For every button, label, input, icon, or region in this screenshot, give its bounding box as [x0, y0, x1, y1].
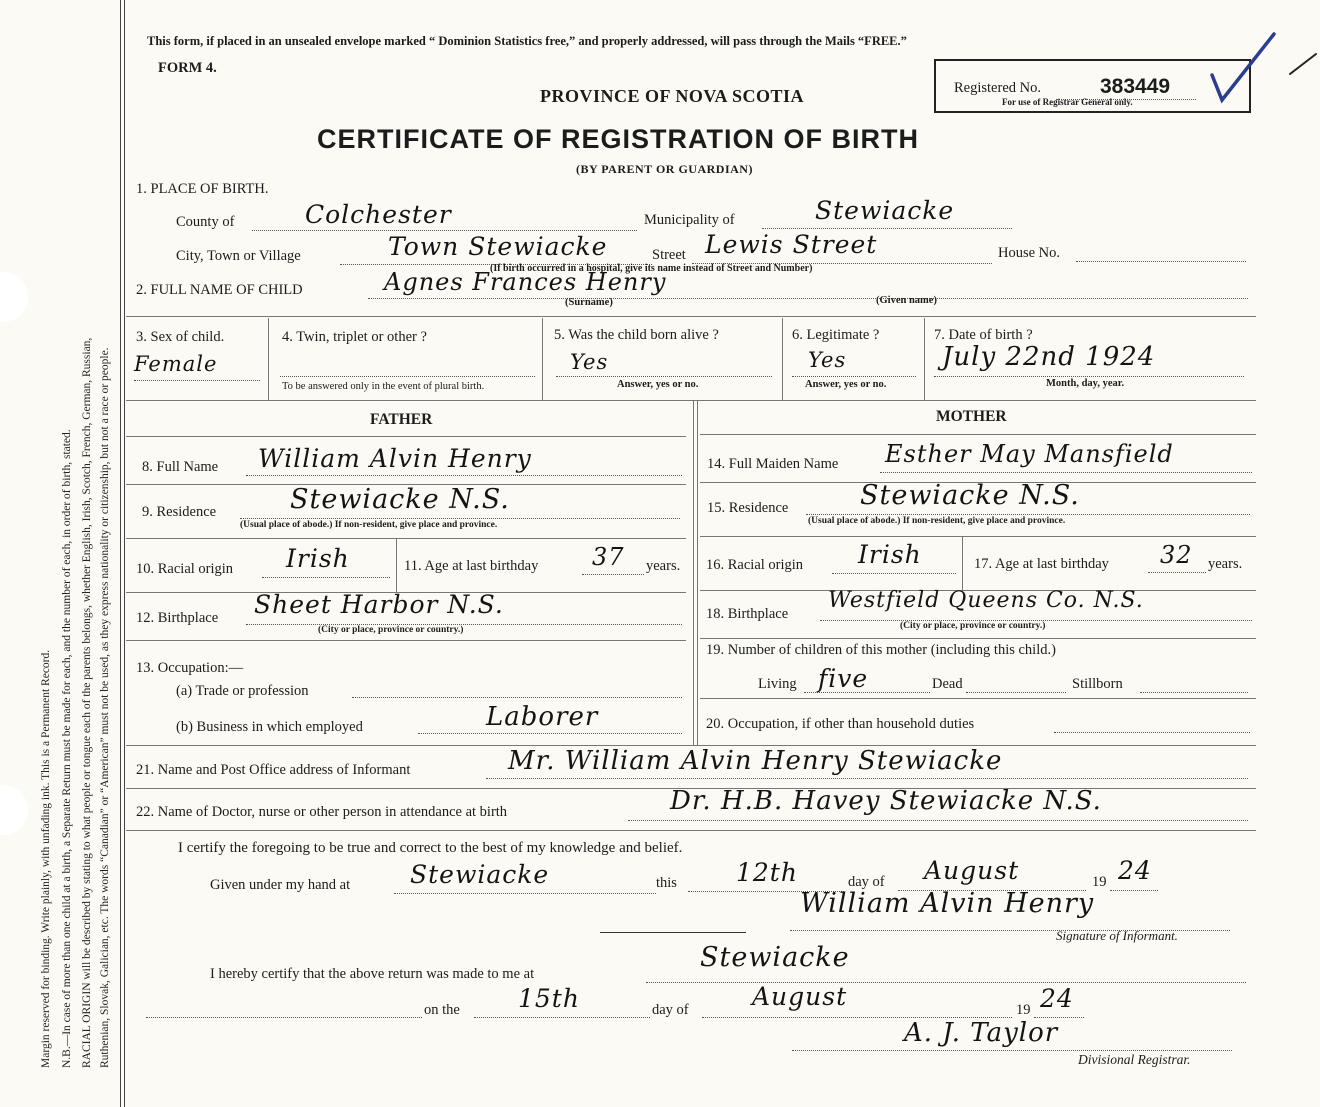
divider [700, 698, 1256, 699]
father-age-label: 11. Age at last birthday [404, 558, 539, 574]
legitimate-line [792, 376, 916, 377]
sidebar-line-1: Margin reserved for binding. Write plainly, with unfading ink. This is a Permanent Record. [40, 649, 52, 1068]
living-value: five [818, 664, 869, 693]
mother-race-line [832, 573, 956, 574]
mother-residence-line [806, 514, 1250, 515]
registrar-day-value: 15th [518, 984, 580, 1013]
sex-label: 3. Sex of child. [136, 329, 225, 345]
sidebar-line-3: RACIAL ORIGIN will be described by stating to what people or tongue each of the parents belongs, whether English, Irish, Scotch, French, German, Russian, [81, 337, 93, 1068]
registrar-note: For use of Registrar General only. [1002, 97, 1133, 107]
county-label: County of [176, 214, 235, 230]
county-line [252, 230, 637, 231]
certify-year-value: 24 [1118, 856, 1152, 885]
informant-signature-label: Signature of Informant. [1056, 928, 1178, 943]
sidebar-line-4: Ruthenian, Slovak, Galician, etc. The words “Canadian” or “American” must not be used, as they express nationality or citizenship, but not a race or people. [99, 347, 111, 1068]
occupation-label: 13. Occupation:— [136, 660, 244, 676]
given-place-value: Stewiacke [410, 860, 550, 889]
sex-line [134, 380, 260, 381]
father-name-value: William Alvin Henry [258, 444, 532, 473]
certify-day-value: 12th [736, 858, 798, 887]
mother-residence-value: Stewiacke N.S. [860, 480, 1080, 511]
column-divider [697, 400, 698, 745]
page-subtitle: (BY PARENT OR GUARDIAN) [576, 162, 753, 176]
dob-line [934, 376, 1244, 377]
mother-birthplace-value: Westfield Queens Co. N.S. [828, 588, 1144, 613]
binding-hole [0, 272, 28, 322]
twin-note: To be answered only in the event of plural birth. [282, 381, 485, 392]
informant-label: 21. Name and Post Office address of Informant [136, 762, 411, 778]
father-name-label: 8. Full Name [142, 459, 219, 475]
business-value: Laborer [486, 702, 599, 732]
doctor-line [628, 820, 1248, 821]
check-mark-icon [1190, 30, 1320, 110]
business-line [418, 733, 682, 734]
house-number-line [1076, 261, 1246, 262]
margin-rule [120, 0, 121, 1107]
registered-label: Registered No. [954, 80, 1041, 96]
alive-line [556, 376, 772, 377]
registrar-year-value: 24 [1040, 984, 1074, 1013]
child-name-value: Agnes Frances Henry [384, 268, 667, 296]
registrar-statement: I hereby certify that the above return was made to me at [210, 966, 535, 982]
stillborn-line [1140, 692, 1248, 693]
this-label: this [656, 875, 677, 891]
twin-label: 4. Twin, triplet or other ? [282, 329, 427, 345]
informant-value: Mr. William Alvin Henry Stewiacke [508, 746, 1003, 776]
father-age-value: 37 [592, 543, 625, 571]
legitimate-label: 6. Legitimate ? [792, 327, 880, 343]
mother-residence-label: 15. Residence [707, 500, 789, 516]
father-race-value: Irish [286, 544, 350, 573]
divider [126, 316, 1256, 317]
given-name-note: (Given name) [876, 295, 937, 306]
mother-age-label: 17. Age at last birthday [974, 556, 1109, 572]
doctor-value: Dr. H.B. Havey Stewiacke N.S. [670, 786, 1102, 816]
municipality-value: Stewiacke [815, 196, 955, 225]
father-race-line [262, 577, 390, 578]
mother-race-label: 16. Racial origin [706, 557, 804, 573]
dead-label: Dead [932, 676, 963, 692]
divider [782, 318, 783, 400]
registrar-blank-line [146, 1017, 422, 1018]
column-divider [693, 400, 694, 745]
registrar-day-line [474, 1017, 650, 1018]
alive-value: Yes [570, 350, 609, 374]
trade-line [352, 697, 682, 698]
divider [126, 830, 1256, 831]
mother-name-label: 14. Full Maiden Name [707, 456, 839, 472]
registrar-place-value: Stewiacke [700, 942, 850, 973]
divider [700, 434, 1256, 435]
place-of-birth-label: 1. PLACE OF BIRTH. [136, 181, 269, 197]
mother-race-value: Irish [858, 540, 922, 569]
mother-birthplace-note: (City or place, province or country.) [900, 621, 1046, 631]
surname-note: (Surname) [565, 297, 613, 308]
city-label: City, Town or Village [176, 248, 301, 264]
municipality-label: Municipality of [644, 212, 735, 228]
separator-line [600, 932, 746, 933]
alive-label: 5. Was the child born alive ? [554, 327, 719, 343]
divider [126, 436, 686, 437]
mother-occupation-label: 20. Occupation, if other than household duties [706, 716, 975, 732]
divider [924, 318, 925, 400]
father-residence-note: (Usual place of abode.) If non-resident, give place and province. [240, 520, 498, 530]
street-value: Lewis Street [705, 230, 878, 259]
father-residence-line [240, 518, 680, 519]
divider [700, 536, 1256, 537]
city-value: Town Stewiacke [388, 232, 608, 261]
registrar-place-line [646, 982, 1246, 983]
living-label: Living [758, 676, 797, 692]
father-birthplace-note: (City or place, province or country.) [318, 625, 464, 635]
doctor-label: 22. Name of Doctor, nurse or other person in attendance at birth [136, 804, 508, 820]
mother-age-value: 32 [1160, 541, 1193, 569]
children-label: 19. Number of children of this mother (including this child.) [706, 642, 1056, 658]
mother-name-line [880, 472, 1252, 473]
registered-number: 383449 [1100, 75, 1171, 98]
certify-year-line [1110, 890, 1158, 891]
legitimate-note: Answer, yes or no. [805, 379, 887, 390]
father-years-label: years. [646, 558, 681, 574]
sex-value: Female [134, 352, 218, 376]
registrar-signature-line [792, 1050, 1232, 1051]
dob-value: July 22nd 1924 [942, 342, 1156, 372]
given-label: Given under my hand at [210, 877, 351, 893]
certify-day-of-label: day of [848, 874, 885, 890]
child-name-line [368, 298, 1248, 299]
divider [542, 318, 543, 400]
sidebar-line-2: N.B.—In case of more than one child at a birth, a Separate Return must be made for each, and the number of each, in order of birth, stated. [61, 429, 73, 1068]
margin-rule [124, 0, 125, 1107]
father-age-line [582, 574, 644, 575]
legitimate-value: Yes [808, 348, 847, 372]
mother-years-label: years. [1208, 556, 1243, 572]
trade-label: (a) Trade or profession [176, 683, 309, 699]
informant-line [486, 778, 1248, 779]
registrar-day-of-label: day of [652, 1002, 689, 1018]
business-label: (b) Business in which employed [176, 719, 363, 735]
certify-statement: I certify the foregoing to be true and correct to the best of my knowledge and belief. [178, 840, 683, 856]
mail-notice: This form, if placed in an unsealed envelope marked “ Dominion Statistics free,” and properly addressed, will pass through the Mails “FREE.” [147, 34, 907, 48]
municipality-line [762, 228, 1012, 229]
divider [126, 400, 1256, 401]
hospital-note: (If birth occurred in a hospital, give its name instead of Street and Number) [490, 263, 813, 274]
father-birthplace-label: 12. Birthplace [136, 610, 219, 626]
page-title: CERTIFICATE OF REGISTRATION OF BIRTH [317, 124, 919, 154]
registrar-signature: A. J. Taylor [904, 1018, 1059, 1048]
divider [700, 638, 1256, 639]
father-name-line [246, 475, 682, 476]
father-birthplace-value: Sheet Harbor N.S. [254, 590, 504, 619]
dead-line [966, 692, 1066, 693]
certify-month-value: August [924, 856, 1020, 885]
mother-residence-note: (Usual place of abode.) If non-resident, give place and province. [808, 516, 1066, 526]
county-value: Colchester [305, 200, 452, 229]
father-birthplace-line [246, 624, 682, 625]
mother-birthplace-label: 18. Birthplace [706, 606, 789, 622]
mother-age-line [1148, 572, 1206, 573]
province-heading: PROVINCE OF NOVA SCOTIA [540, 86, 805, 106]
mother-heading: MOTHER [936, 408, 1007, 425]
father-residence-value: Stewiacke N.S. [290, 484, 510, 515]
informant-signature: William Alvin Henry [800, 888, 1095, 919]
stillborn-label: Stillborn [1072, 676, 1123, 692]
father-race-label: 10. Racial origin [136, 561, 234, 577]
divider [126, 640, 686, 641]
divider [962, 536, 963, 590]
mother-occupation-line [1054, 732, 1250, 733]
certify-year-prefix: 19 [1092, 874, 1107, 890]
alive-note: Answer, yes or no. [617, 379, 699, 390]
registrar-signature-label: Divisional Registrar. [1078, 1052, 1191, 1067]
house-number-label: House No. [998, 245, 1061, 261]
divider [268, 318, 269, 400]
father-heading: FATHER [370, 411, 433, 428]
mother-name-value: Esther May Mansfield [885, 440, 1174, 468]
dob-label: 7. Date of birth ? [934, 327, 1033, 343]
binding-hole [0, 785, 28, 835]
registrar-month-value: August [752, 982, 848, 1011]
divider [126, 538, 686, 539]
registrar-year-prefix: 19 [1016, 1002, 1031, 1018]
form-number: FORM 4. [158, 60, 217, 76]
child-name-label: 2. FULL NAME OF CHILD [136, 282, 303, 298]
street-label: Street [652, 247, 686, 263]
dob-note: Month, day, year. [1046, 378, 1125, 389]
divider [396, 538, 397, 592]
on-label: on the [424, 1002, 460, 1018]
given-place-line [394, 893, 656, 894]
father-residence-label: 9. Residence [142, 504, 217, 520]
twin-line [280, 376, 535, 377]
